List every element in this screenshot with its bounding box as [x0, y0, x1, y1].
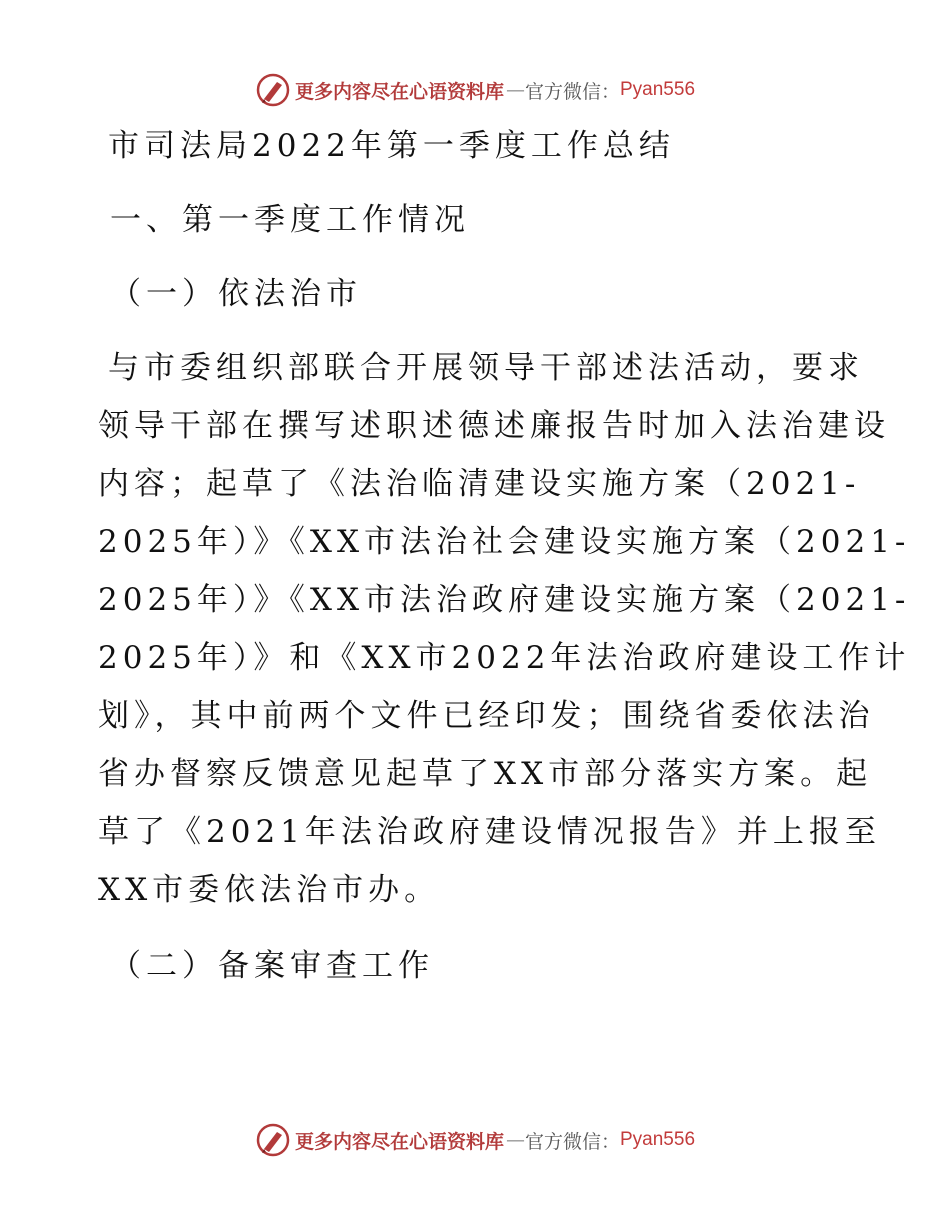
- document-body: [98, 126, 911, 1020]
- paragraph-line: 草了《2021年法治政府建设情况报告》并上报至: [98, 814, 881, 850]
- paragraph-line: 内容；起草了《法治临清建设实施方案（2021-: [98, 466, 861, 502]
- watermark-separator: —: [505, 79, 523, 101]
- paragraph-line: 领导干部在撰写述职述德述廉报告时加入法治建设: [98, 408, 890, 444]
- pen-logo-icon: [255, 72, 291, 108]
- header-watermark: [0, 70, 950, 110]
- watermark-separator: —: [505, 1129, 523, 1151]
- watermark-lead: 更多内容尽在心语资料库: [294, 1130, 504, 1153]
- watermark-wechat-id: Pyan556: [620, 79, 696, 100]
- watermark-sub: 官方微信：: [524, 1130, 620, 1153]
- paragraph-line: 省办督察反馈意见起草了XX市部分落实方案。起: [98, 756, 873, 792]
- paragraph-line: 2025年）》《XX市法治社会建设实施方案（2021-: [98, 524, 911, 560]
- watermark-sub: 官方微信：: [524, 80, 620, 103]
- paragraph-line: 2025年）》《XX市法治政府建设实施方案（2021-: [98, 582, 911, 618]
- paragraph-line: 2025年）》和《XX市2022年法治政府建设工作计: [98, 640, 911, 676]
- subsection-heading-2: （二）备案审查工作: [110, 948, 434, 984]
- subsection-heading-1: （一）依法治市: [110, 276, 362, 312]
- paragraph-line: XX市委依法治市办。: [98, 872, 441, 908]
- watermark-wechat-id: Pyan556: [620, 1129, 696, 1150]
- footer-watermark: [0, 1120, 950, 1160]
- paragraph-line: 划》，其中前两个文件已经印发；围绕省委依法治: [98, 698, 875, 734]
- section-heading-1: 一、第一季度工作情况: [110, 202, 470, 238]
- document-title: 市司法局2022年第一季度工作总结: [108, 128, 675, 164]
- paragraph-line: 与市委组织部联合开展领导干部述法活动，要求: [108, 350, 864, 386]
- paragraph-1: [98, 348, 911, 910]
- pen-logo-icon: [255, 1122, 291, 1158]
- watermark-lead: 更多内容尽在心语资料库: [294, 80, 504, 103]
